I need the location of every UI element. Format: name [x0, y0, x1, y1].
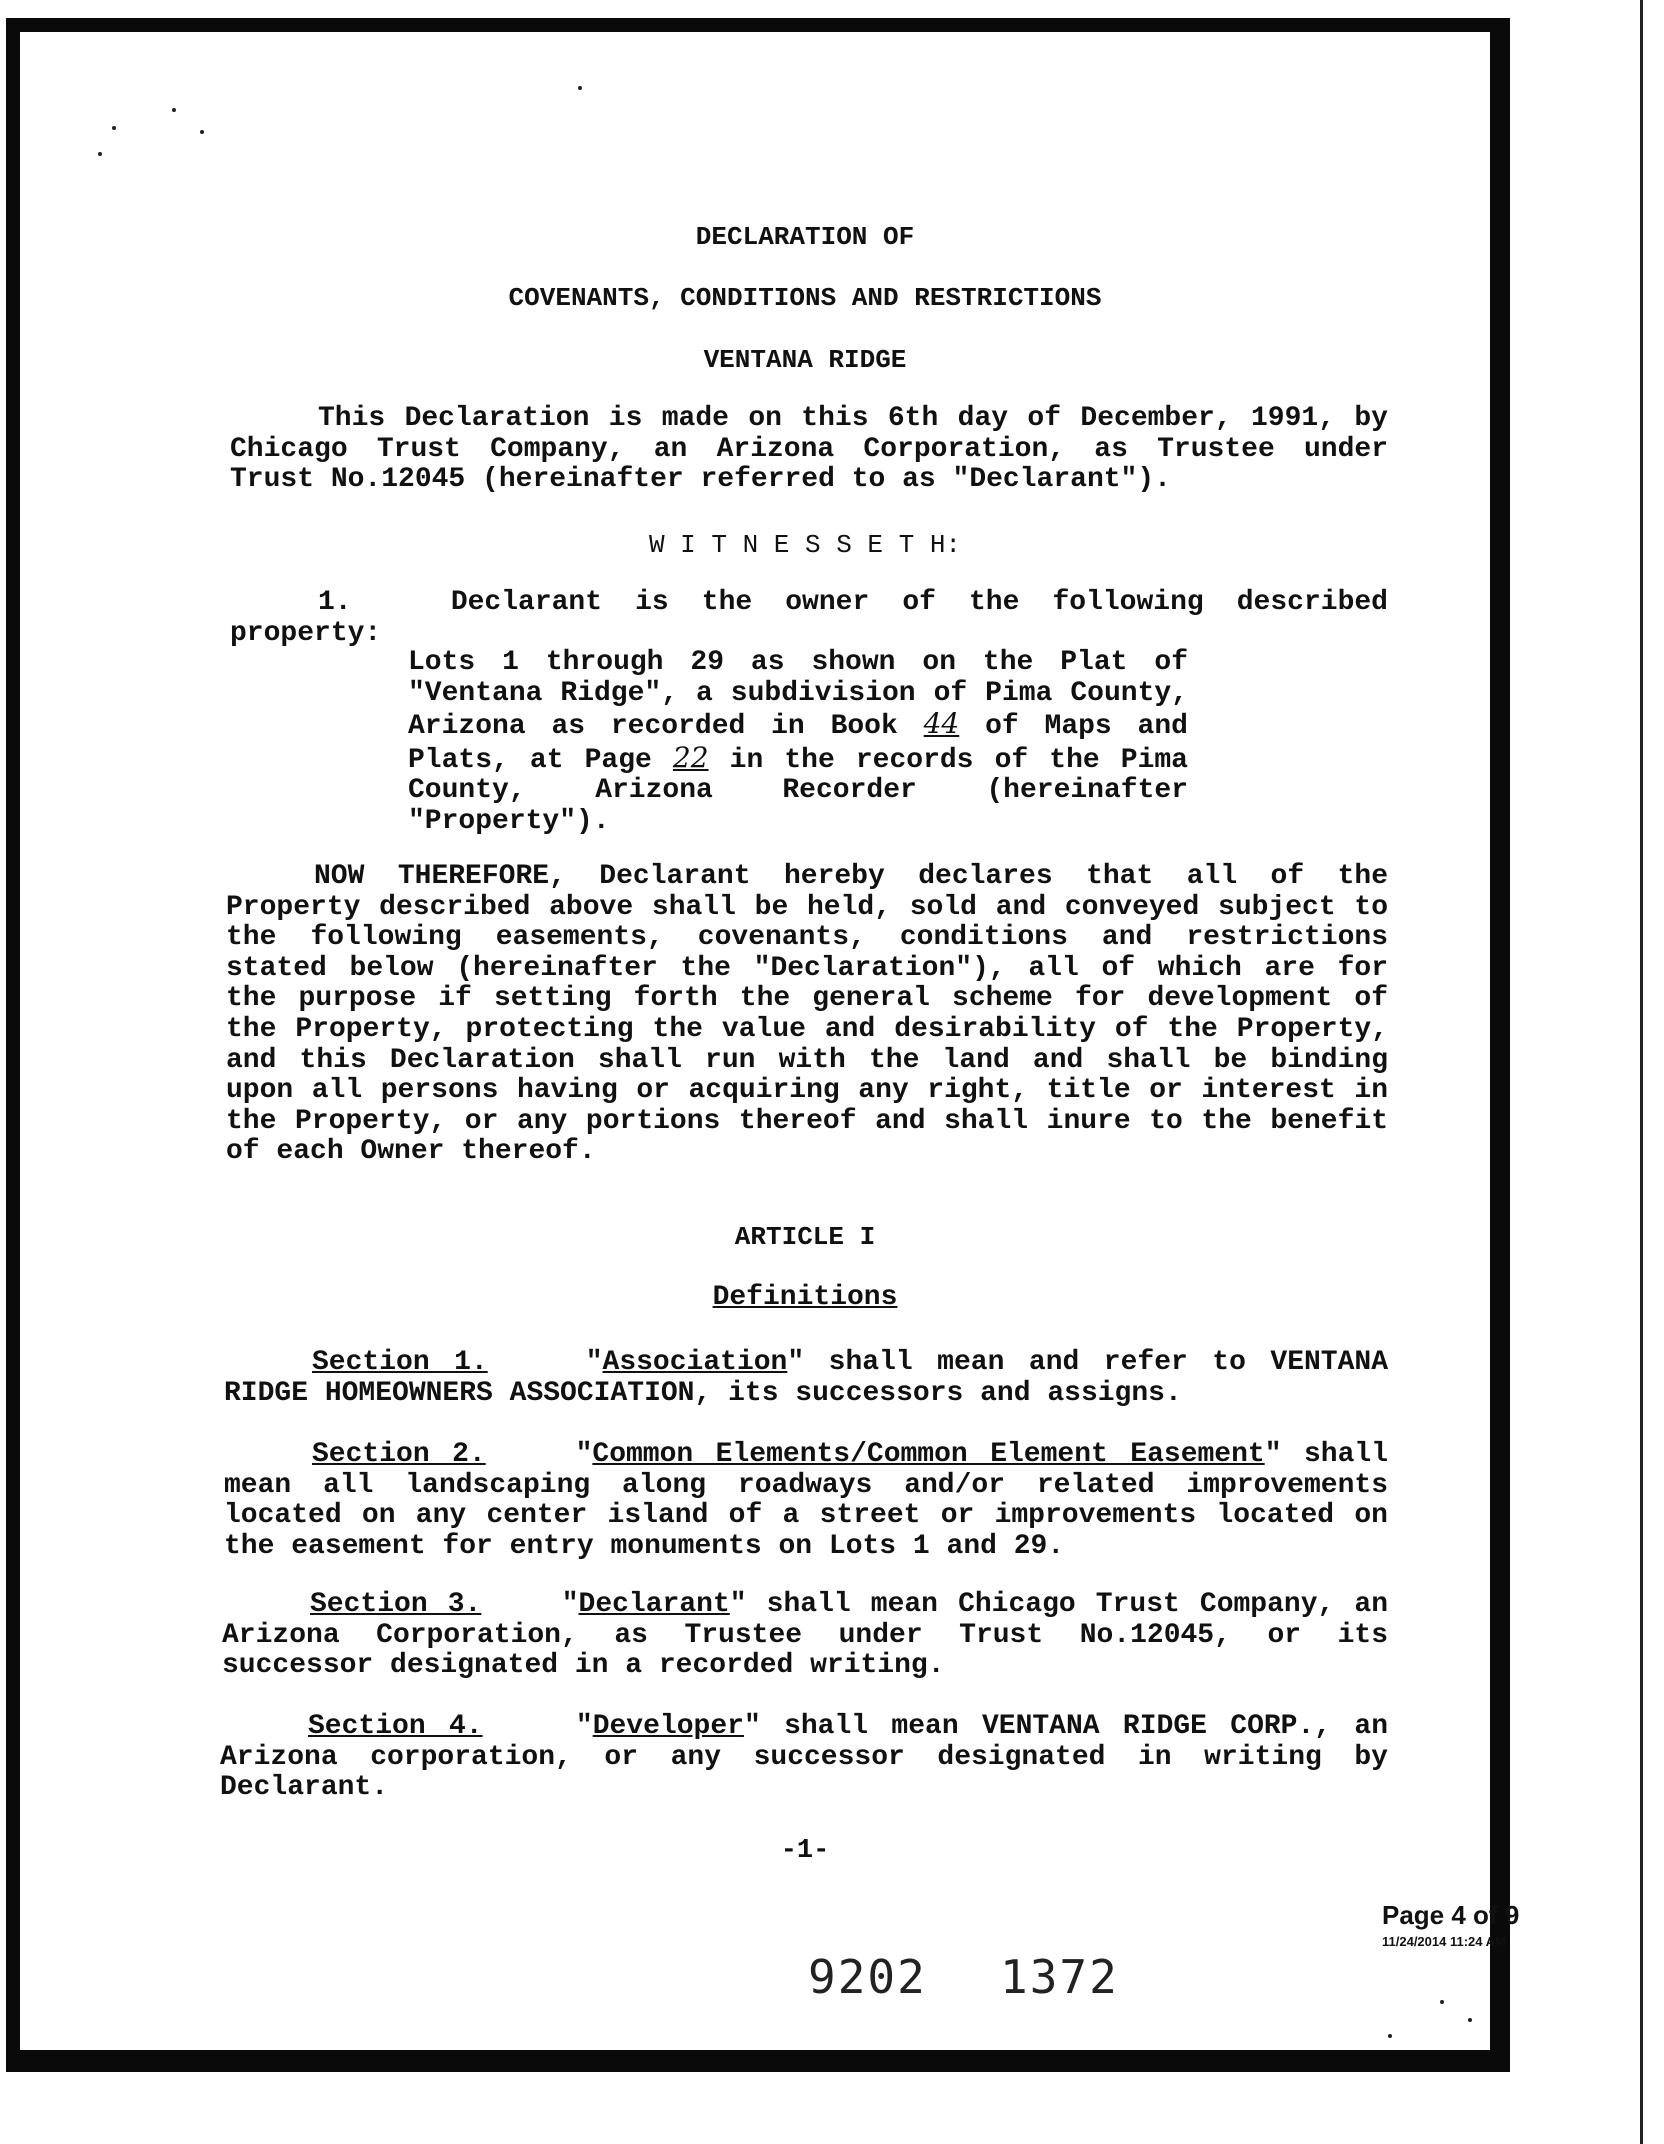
item-1-text: Declarant is the owner of the following described property:	[230, 587, 1388, 649]
title-line-2: COVENANTS, CONDITIONS AND RESTRICTIONS	[508, 283, 1102, 313]
intro-text: This Declaration is made on this 6th day of December, 1991, by Chicago Trust Company, an Arizona Corporation, as Trustee under Trust No.12045 (hereinafter referred to as "Declarant").	[230, 403, 1388, 496]
page-of-count: Page 4 of 9	[1382, 1900, 1520, 1930]
scan-speck	[172, 108, 176, 112]
scan-speck	[1388, 2034, 1392, 2038]
scan-speck	[200, 130, 204, 134]
property-description	[408, 648, 1188, 838]
section-4-term: Developer	[592, 1711, 744, 1742]
section-4-label: Section 4.	[308, 1711, 483, 1742]
scan-speck	[1468, 2018, 1472, 2022]
property-desc-part2: of Maps and Plats, at Page	[408, 711, 1188, 776]
item-1	[230, 588, 1388, 649]
section-2-term: Common Elements/Common Element Easement	[592, 1439, 1265, 1470]
witnesseth-heading: W I T N E S S E T H:	[648, 530, 962, 560]
section-2: Section 2. "Common Elements/Common Element Easement" shall mean all landscaping along roadways and/or related improvements located on any center island of a street or improvements located on the easement for entry monuments on Lots 1 and 29.	[224, 1439, 1388, 1562]
recording-timestamp: 11/24/2014 11:24 AM	[1382, 1934, 1506, 1949]
section-3-term: Declarant	[578, 1589, 730, 1620]
scan-edge	[1640, 0, 1643, 2144]
section-3-text: shall mean Chicago Trust Company, an Arizona Corporation, as Trustee under Trust No.12045, or its successor designated in a recorded writing.	[222, 1589, 1389, 1682]
section-1-label: Section 1.	[312, 1347, 488, 1378]
now-therefore-paragraph	[226, 862, 1388, 1168]
property-desc-part3: in the records of the Pima County, Arizona Recorder (hereinafter "Property").	[408, 744, 1188, 837]
section-4: Section 4. "Developer" shall mean VENTANA RIDGE CORP., an Arizona corporation, or any successor designated in writing by Declarant.	[220, 1711, 1389, 1804]
item-1-number: 1.	[318, 587, 352, 618]
handwritten-book-number: 44	[923, 707, 960, 741]
now-therefore-text: NOW THEREFORE, Declarant hereby declares that all of the Property described above shall be held, sold and conveyed subject to the following easements, covenants, conditions and restrictions stated below (hereinafter the "Declaration"), all of which are for the purpose if setting forth the general scheme for development of the Property, protecting the value and desirability of the Property, and this Declaration shall run with the land and shall be binding upon all persons having or acquiring any right, title or interest in the Property, or any portions thereof and shall inure to the benefit of each Owner thereof.	[226, 861, 1388, 1168]
section-4-text: shall mean VENTANA RIDGE CORP., an Arizona corporation, or any successor designated in writing by Declarant.	[220, 1711, 1389, 1804]
title-line-3: VENTANA RIDGE	[703, 345, 907, 375]
scan-speck	[98, 152, 102, 156]
scan-speck	[1440, 2000, 1444, 2004]
scan-speck	[578, 86, 582, 90]
scan-speck	[112, 126, 116, 130]
title-line-1: DECLARATION OF	[695, 222, 915, 252]
intro-paragraph	[230, 404, 1388, 496]
section-1-text: shall mean and refer to VENTANA RIDGE HOMEOWNERS ASSOCIATION, its successors and assigns.	[224, 1347, 1389, 1409]
section-1-term: Association	[602, 1347, 788, 1378]
section-1: Section 1. "Association" shall mean and refer to VENTANA RIDGE HOMEOWNERS ASSOCIATION, its successors and assigns.	[224, 1347, 1389, 1409]
page-number: -1-	[780, 1836, 830, 1866]
handwritten-page-number: 22	[672, 740, 709, 774]
article-subheading: Definitions	[712, 1282, 898, 1313]
docket-number: 9202	[808, 1950, 927, 2004]
section-2-label: Section 2.	[312, 1439, 486, 1470]
property-desc-part1: Lots 1 through 29 as shown on the Plat of "Ventana Ridge", a subdivision of Pima County, Arizona as recorded in Book	[408, 647, 1188, 743]
section-2-text: shall mean all landscaping along roadways and/or related improvements located on any center island of a street or improvements located on the easement for entry monuments on Lots 1 and 29.	[224, 1439, 1388, 1562]
docket-page: 1372	[1000, 1950, 1119, 2004]
article-heading: ARTICLE I	[734, 1222, 876, 1252]
section-3-label: Section 3.	[310, 1589, 482, 1620]
section-3: Section 3. "Declarant" shall mean Chicago Trust Company, an Arizona Corporation, as Trustee under Trust No.12045, or its successor designated in a recorded writing.	[222, 1589, 1389, 1682]
